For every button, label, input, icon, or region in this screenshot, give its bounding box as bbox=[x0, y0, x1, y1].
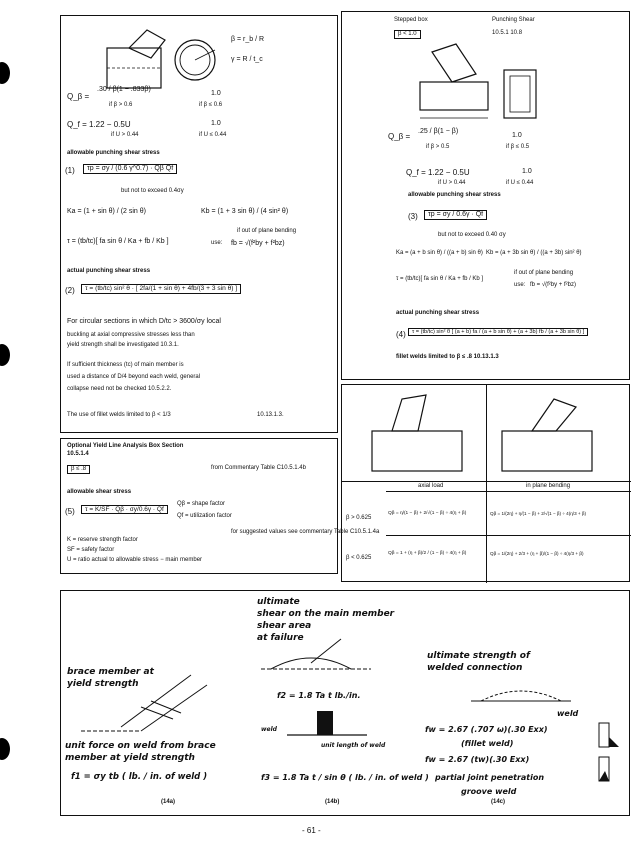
ultimate-shear-line-1: ultimate bbox=[257, 597, 300, 607]
ka-expression: Ka = (a + b sin θ) / ((a + b) sin θ) bbox=[396, 250, 483, 256]
ka-expression: Ka = (1 + sin θ) / (2 sin θ) bbox=[67, 208, 146, 215]
kb-expression: Kb = (1 + 3 sin θ) / (4 sin² θ) bbox=[201, 208, 289, 215]
yield-line-title: Optional Yield Line Analysis Box Section bbox=[67, 443, 184, 449]
qbeta-right: 1.0 bbox=[512, 132, 522, 139]
qf-condition-2: if U ≤ 0.44 bbox=[199, 132, 227, 138]
equation-1: τp = σy / (0.6 γ^0.7) · Qβ Qf bbox=[83, 164, 177, 174]
equation-number: (3) bbox=[408, 212, 418, 221]
equation-number: (2) bbox=[65, 286, 75, 295]
qbeta-label: Q_β = bbox=[388, 132, 411, 141]
unit-force-line-2: member at yield strength bbox=[65, 753, 195, 763]
f3-equation: f3 = 1.8 Ta t / sin θ ( lb. / in. of weld ) bbox=[261, 773, 429, 782]
row-1-condition: β > 0.625 bbox=[346, 515, 372, 521]
brace-member-line-1: brace member at bbox=[67, 667, 154, 677]
weld-detail-figure bbox=[287, 707, 367, 747]
qbeta-condition-2: if β ≤ 0.6 bbox=[199, 102, 223, 108]
actual-title: actual punching shear stress bbox=[67, 268, 151, 274]
groove-weld-label: groove weld bbox=[461, 787, 517, 796]
ultimate-shear-line-2: shear on the main member bbox=[257, 609, 395, 619]
not-exceed-note: but not to exceed 0.40 σy bbox=[438, 232, 506, 238]
qf-condition-2: if U ≤ 0.44 bbox=[506, 180, 534, 186]
weld-connection-figure bbox=[471, 681, 571, 721]
ultimate-weld-line-1: ultimate strength of bbox=[427, 651, 530, 661]
fw-groove-equation: fw = 2.67 (tw)(.30 Exx) bbox=[425, 755, 530, 764]
actual-title: actual punching shear stress bbox=[396, 310, 480, 316]
row-2-condition: β < 0.625 bbox=[346, 555, 372, 561]
thickness-note-1: If sufficient thickness (tc) of main member is bbox=[67, 362, 184, 368]
definition-u: U = ratio actual to allowable stress − main member bbox=[67, 557, 203, 563]
equation-3: τp = σy / 0.6γ · Qf bbox=[424, 210, 487, 220]
ultimate-shear-line-4: at failure bbox=[257, 633, 304, 643]
row-1-bending-formula: Qβ = 1/(2η) + η/(1 − β) + 2/√(1 − β) ÷ 4(η/3 + β) bbox=[490, 511, 587, 516]
fw-fillet-equation: fw = 2.67 (.707 ω)(.30 Exx) bbox=[425, 725, 548, 734]
equation-5: τ = K/SF · Qβ · σy/0.6γ · Qf bbox=[81, 505, 168, 514]
use-note: use: bbox=[514, 282, 526, 288]
fillet-note: The use of fillet welds limited to β < 1/3 bbox=[67, 412, 171, 418]
brace-weld-figure bbox=[81, 667, 221, 737]
beta-limit: β < 1.0 bbox=[394, 30, 421, 39]
fillet-note: fillet welds limited to β ≤ .8 10.13.1.3 bbox=[396, 354, 499, 360]
equation-number: (4) bbox=[396, 330, 406, 339]
qbeta-expression: .30 / β(1 − .833β) bbox=[97, 86, 151, 93]
qf-condition-1: if U > 0.44 bbox=[111, 132, 139, 138]
weld-profile-icons bbox=[591, 719, 621, 789]
tau-expression: τ = (tb/tc)[ fa sin θ / Ka + fb / Kb ] bbox=[396, 276, 484, 282]
f2-equation: f2 = 1.8 Ta t lb./in. bbox=[277, 691, 361, 700]
qbeta-definition: Qβ = shape factor bbox=[177, 501, 225, 507]
circular-note-line-2: buckling at axial compressive stresses less than bbox=[67, 332, 195, 338]
punching-shear-title: Punching Shear bbox=[492, 17, 535, 23]
fb-expression: fb = √(f²by + f²bz) bbox=[530, 282, 576, 288]
allowable-shear-title: allowable shear stress bbox=[67, 489, 132, 495]
thickness-note-2: used a distance of D/4 beyond each weld, general bbox=[67, 374, 201, 380]
commentary-reference: from Commentary Table C10.5.1.4b bbox=[211, 465, 306, 471]
hole-punch bbox=[0, 62, 10, 84]
beta-limit: β ≤ .8 bbox=[67, 465, 90, 474]
qbeta-condition-1: if β > 0.6 bbox=[109, 102, 133, 108]
fb-expression: fb = √(f²by + f²bz) bbox=[231, 240, 285, 247]
allowable-title: allowable punching shear stress bbox=[408, 192, 501, 198]
panel-stepped-box bbox=[341, 11, 630, 380]
equation-number: (5) bbox=[65, 507, 75, 516]
in-plane-bending-figure bbox=[492, 391, 612, 487]
gamma-definition: γ = R / t_c bbox=[231, 56, 263, 63]
brace-member-line-2: yield strength bbox=[67, 679, 139, 689]
fillet-reference: 10.13.1.3. bbox=[257, 412, 284, 418]
row-1-axial-formula: Qβ = η/(1 − β) + 2/√(1 − β) ÷ 4(η + β) bbox=[388, 511, 467, 516]
definition-sf: SF = safety factor bbox=[67, 547, 115, 553]
qf-condition-1: if U > 0.44 bbox=[438, 180, 466, 186]
row-2-bending-formula: Qβ = 1/(2η) + 2/3 + (η + β)/(1 − β) ÷ 4(η/3 + β) bbox=[490, 551, 584, 556]
circular-note: For circular sections in which D/tc > 3600/σy local bbox=[67, 318, 221, 325]
label-14c: (14c) bbox=[491, 799, 506, 805]
qf-expression: Q_f = 1.22 − 0.5U bbox=[67, 120, 131, 129]
panel-shape-factor-table bbox=[341, 384, 630, 582]
partial-joint-label: partial joint penetration bbox=[435, 773, 545, 782]
fillet-weld-label: (fillet weld) bbox=[461, 739, 514, 748]
weld-label: weld bbox=[261, 726, 277, 733]
qf-right: 1.0 bbox=[522, 168, 532, 175]
qbeta-right: 1.0 bbox=[211, 90, 221, 97]
qbeta-condition-1: if β > 0.5 bbox=[426, 144, 450, 150]
allowable-title: allowable punching shear stress bbox=[67, 150, 160, 156]
axial-load-figure bbox=[362, 391, 482, 487]
ultimate-shear-line-3: shear area bbox=[257, 621, 312, 631]
use-note: use: bbox=[211, 240, 223, 246]
ultimate-weld-line-2: welded connection bbox=[427, 663, 523, 673]
suggested-values: for suggested values see commentary Table C10.5.1.4a bbox=[231, 529, 380, 535]
definition-k: K = reserve strength factor bbox=[67, 537, 138, 543]
kb-expression: Kb = (a + 3b sin θ) / ((a + 3b) sin² θ) bbox=[486, 250, 582, 256]
out-of-plane-note: if out of plane bending bbox=[237, 228, 297, 234]
circular-note-line-3: yield strength shall be investigated 10.3.1. bbox=[67, 342, 179, 348]
not-exceed-note: but not to exceed 0.4σy bbox=[121, 188, 184, 194]
in-plane-bending-label: in plane bending bbox=[526, 483, 571, 489]
equation-14a: f1 = σy tb ( lb. / in. of weld ) bbox=[71, 772, 208, 782]
tau-expression: τ = (tb/tc)[ fa sin θ / Ka + fb / Kb ] bbox=[67, 238, 169, 245]
panel-circular-tube bbox=[60, 15, 338, 433]
qbeta-condition-2: if β ≤ 0.5 bbox=[506, 144, 530, 150]
qbeta-label: Q_β = bbox=[67, 92, 90, 101]
unit-length-label: unit length of weld bbox=[321, 742, 386, 749]
equation-2: τ = (tb/tc) sin² θ · [ 2fa/(1 + sin θ) + 4fb/(3 + 3 sin θ) ] bbox=[81, 284, 241, 294]
unit-force-line-1: unit force on weld from brace bbox=[65, 741, 216, 751]
hole-punch bbox=[0, 344, 10, 366]
hole-punch bbox=[0, 738, 10, 760]
yield-line-reference: 10.5.1.4 bbox=[67, 451, 89, 457]
shear-area-figure bbox=[261, 639, 381, 679]
page-number: - 61 - bbox=[302, 826, 321, 835]
thickness-note-3: collapse need not be checked 10.5.2.2. bbox=[67, 386, 172, 392]
row-2-axial-formula: Qβ = 1 + (η + β)/2 / (1 − β) ÷ 4(η + β) bbox=[388, 551, 467, 556]
qf-definition: Qf = utilization factor bbox=[177, 513, 232, 519]
label-14a: (14a) bbox=[161, 799, 176, 805]
stepped-box-title: Stepped box bbox=[394, 17, 428, 23]
equation-4: τ = (tb/tc) sin² θ [ (a + b) fa / (a + b sin θ) + (a + 3b) fb / (a + 3b sin θ) ] bbox=[408, 328, 588, 336]
stepped-box-figure bbox=[392, 44, 572, 134]
qbeta-expression: .25 / β(1 − β) bbox=[418, 128, 459, 135]
qf-right: 1.0 bbox=[211, 120, 221, 127]
axial-load-label: axial load bbox=[418, 483, 444, 489]
weld-label: weld bbox=[557, 709, 579, 718]
out-of-plane-note: if out of plane bending bbox=[514, 270, 574, 276]
qf-expression: Q_f = 1.22 − 0.5U bbox=[406, 168, 470, 177]
equation-number: (1) bbox=[65, 166, 75, 175]
punching-shear-reference: 10.5.1 10.8 bbox=[492, 30, 523, 36]
panel-weld-strength bbox=[60, 590, 630, 816]
label-14b: (14b) bbox=[325, 799, 340, 805]
beta-definition: β = r_b / R bbox=[231, 36, 265, 43]
